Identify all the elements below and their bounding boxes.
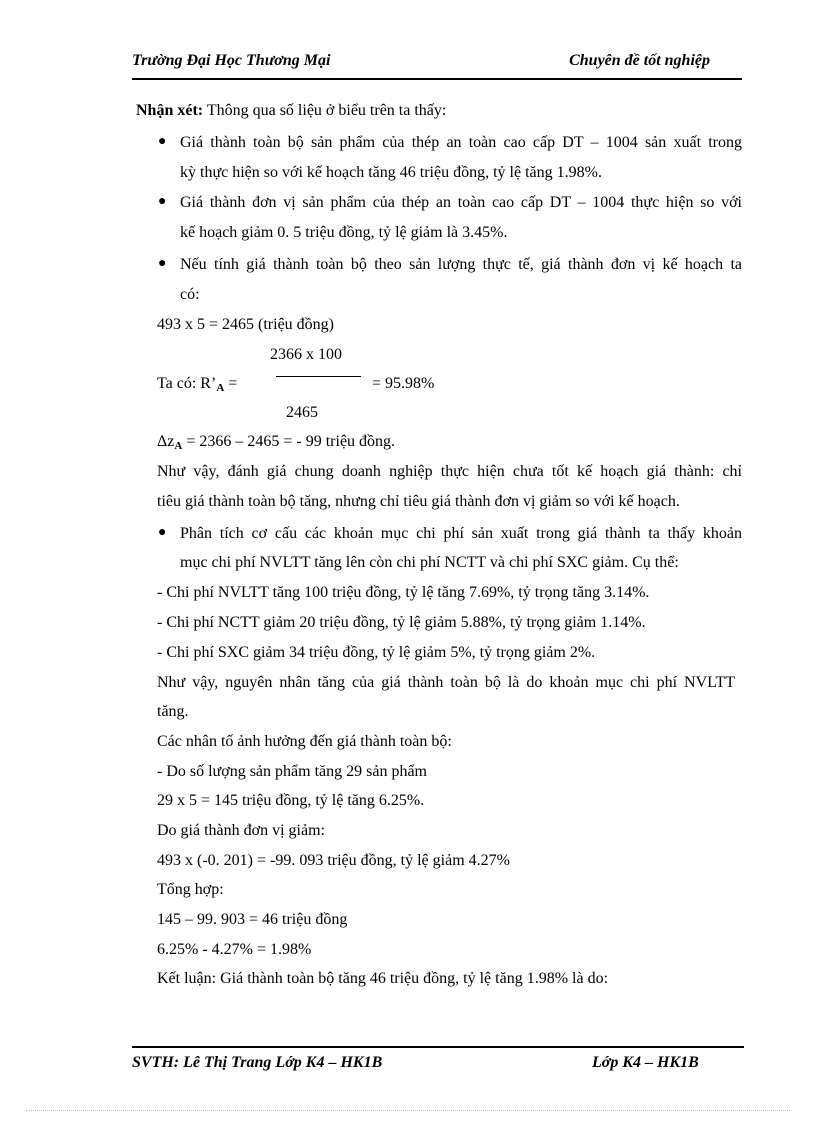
delta-z-subscript: A (174, 440, 183, 452)
page-header (132, 52, 742, 80)
bullet-4-line-1: Phân tích cơ cấu các khoản mục chi phí sản xuất trong giá thành ta thấy khoản (180, 525, 742, 542)
detail-sxc: - Chi phí SXC giảm 34 triệu đồng, tỷ lệ giảm 5%, tỷ trọng giảm 2%. (157, 644, 596, 661)
calc-line-1: 493 x 5 = 2465 (triệu đồng) (157, 316, 334, 333)
factor-quantity: - Do số lượng sản phẩm tăng 29 sản phẩm (157, 763, 427, 780)
delta-z-text: = 2366 – 2465 = - 99 triệu đồng. (182, 433, 396, 450)
bullet-4-line-2: mục chi phí NVLTT tăng lên còn chi phí NCTT và chi phí SXC giảm. Cụ thể: (180, 554, 679, 571)
factors-title: Các nhân tố ảnh hưởng đến giá thành toàn bộ: (157, 733, 452, 750)
bullet-1-line-1: Giá thành toàn bộ sản phẩm của thép an toàn cao cấp DT – 1004 sản xuất trong (180, 134, 742, 151)
delta-z-line (157, 432, 395, 456)
bullet-3-line-2: có: (180, 286, 200, 303)
detail-nvltt: - Chi phí NVLTT tăng 100 triệu đồng, tỷ lệ tăng 7.69%, tỷ trọng tăng 3.14%. (157, 584, 650, 601)
nhan-xet-line (136, 101, 446, 121)
fraction-result: = 95.98% (372, 375, 435, 392)
nhan-xet-label: Nhận xét: (136, 102, 204, 119)
footer-class: Lớp K4 – HK1B (592, 1054, 699, 1071)
paragraph-1-line-2: tiêu giá thành toàn bộ tăng, nhưng chỉ tiêu giá thành đơn vị giảm so với kế hoạch. (157, 493, 680, 510)
bullet-icon: ● (158, 134, 167, 149)
summary-line-2: 6.25% - 4.27% = 1.98% (157, 941, 312, 958)
fraction-denominator: 2465 (286, 404, 318, 421)
factor-unit-cost: Do giá thành đơn vị giảm: (157, 822, 325, 839)
detail-nctt: - Chi phí NCTT giảm 20 triệu đồng, tỷ lệ giảm 5.88%, tỷ trọng giảm 1.14%. (157, 614, 646, 631)
bullet-icon: ● (158, 525, 167, 540)
bullet-2-line-2: kế hoạch giảm 0. 5 triệu đồng, tỷ lệ giảm là 3.45%. (180, 224, 508, 241)
bullet-1-line-2: kỳ thực hiện so với kế hoạch tăng 46 triệu đồng, tỷ lệ tăng 1.98%. (180, 164, 602, 181)
header-school: Trường Đại Học Thương Mại (132, 52, 331, 69)
header-doc-type: Chuyên đề tốt nghiệp (569, 52, 710, 69)
summary-line-1: 145 – 99. 903 = 46 triệu đồng (157, 911, 348, 928)
conclusion: Kết luận: Giá thành toàn bộ tăng 46 triệu đồng, tỷ lệ tăng 1.98% là do: (157, 970, 609, 987)
bullet-2-line-1: Giá thành đơn vị sản phẩm của thép an toàn cao cấp DT – 1004 thực hiện so với (180, 194, 742, 211)
summary-title: Tổng hợp: (157, 881, 224, 898)
page-edge-divider (26, 1110, 790, 1111)
fraction-numerator: 2366 x 100 (270, 346, 342, 363)
paragraph-2-line-2: tăng. (157, 703, 189, 720)
nhan-xet-text: Thông qua số liệu ở biểu trên ta thấy: (203, 102, 447, 119)
ta-co-text: Ta có: R’ (157, 375, 217, 392)
delta-z-symbol: Δz (157, 433, 175, 450)
page-footer (132, 1046, 744, 1071)
bullet-3-line-1: Nếu tính giá thành toàn bộ theo sản lượng thực tế, giá thành đơn vị kế hoạch ta (180, 256, 742, 273)
ta-co-line (157, 374, 237, 398)
paragraph-1-line-1: Như vậy, đánh giá chung doanh nghiệp thực hiện chưa tốt kế hoạch giá thành: chỉ (157, 463, 742, 480)
bullet-icon: ● (158, 194, 167, 209)
factor-unit-cost-calc: 493 x (-0. 201) = -99. 093 triệu đồng, tỷ lệ giảm 4.27% (157, 852, 510, 869)
fraction-bar (276, 376, 361, 377)
factor-quantity-calc: 29 x 5 = 145 triệu đồng, tỷ lệ tăng 6.25%. (157, 792, 425, 809)
bullet-icon: ● (158, 256, 167, 271)
paragraph-2-line-1: Như vậy, nguyên nhân tăng của giá thành toàn bộ là do khoản mục chi phí NVLTT (157, 674, 735, 691)
ta-co-subscript: A (216, 382, 225, 394)
footer-student: SVTH: Lê Thị Trang Lớp K4 – HK1B (132, 1054, 383, 1071)
ta-co-equals: = (224, 375, 238, 392)
